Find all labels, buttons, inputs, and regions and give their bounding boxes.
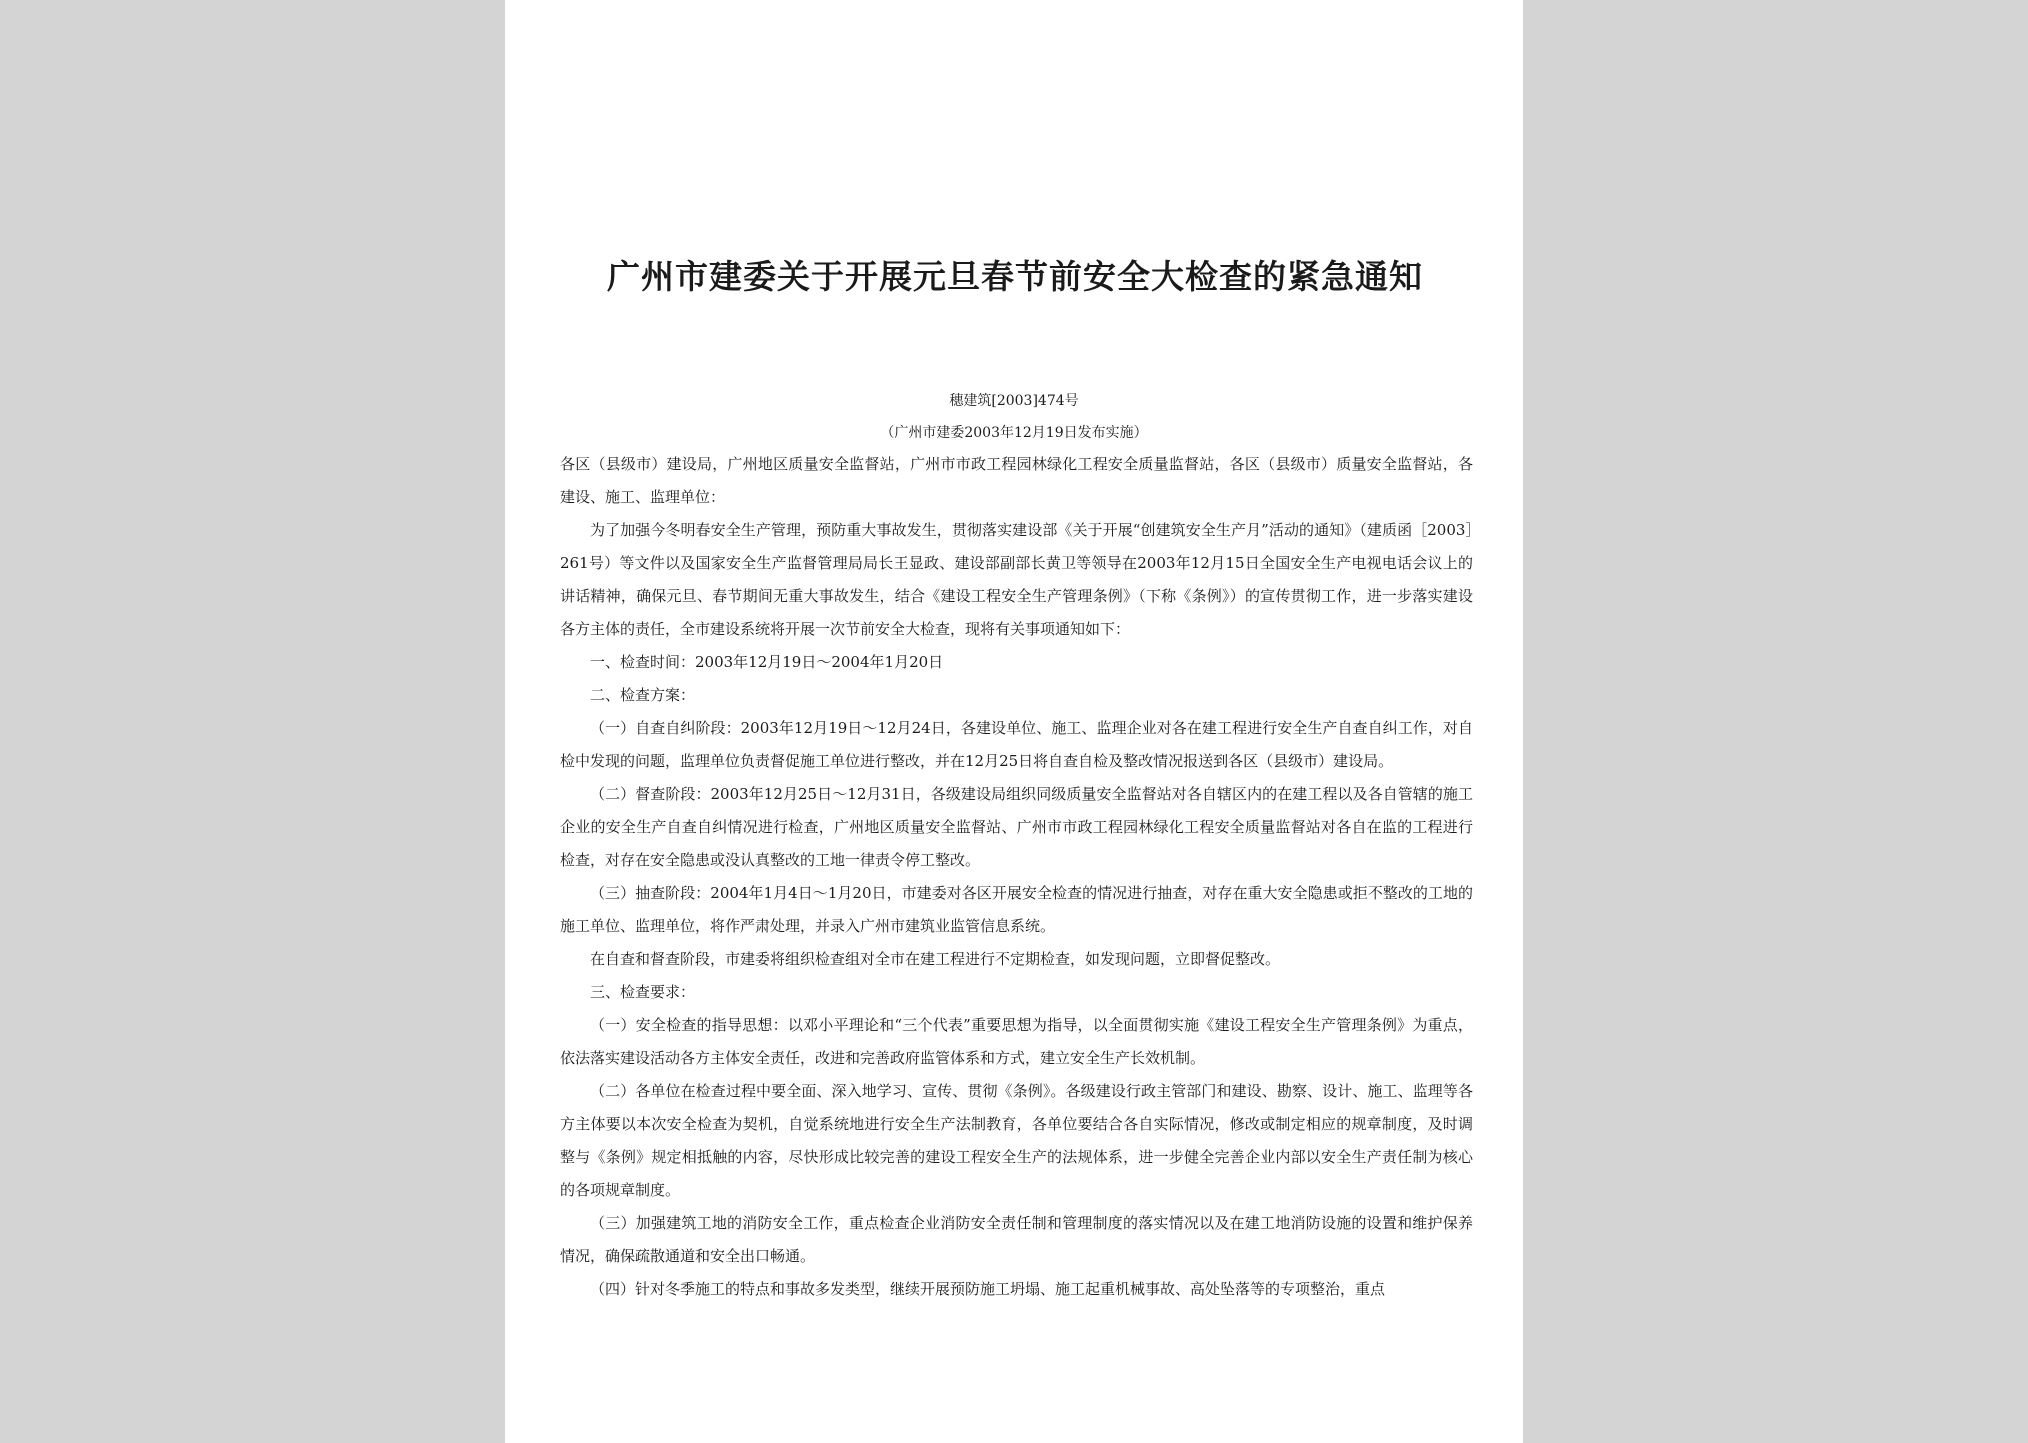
document-body <box>560 448 1473 1306</box>
body-paragraph: （四）针对冬季施工的特点和事故多发类型，继续开展预防施工坍塌、施工起重机械事故、高处坠落等的专项整治，重点 <box>590 1280 1386 1298</box>
body-paragraph: （三）加强建筑工地的消防安全工作，重点检查企业消防安全责任制和管理制度的落实情况以及在建工地消防设施的设置和维护保养情况，确保疏散通道和安全出口畅通。 <box>560 1214 1473 1265</box>
document-title: 广州市建委关于开展元旦春节前安全大检查的紧急通知 <box>607 257 1423 296</box>
document-number: 穗建筑[2003]474号 <box>949 393 1079 409</box>
addressee-paragraph: 各区（县级市）建设局，广州地区质量安全监督站，广州市市政工程园林绿化工程安全质量监督站，各区（县级市）质量安全监督站，各建设、施工、监理单位： <box>560 455 1473 506</box>
body-paragraph: （二）各单位在检查过程中要全面、深入地学习、宣传、贯彻《条例》。各级建设行政主管部门和建设、勘察、设计、施工、监理等各方主体要以本次安全检查为契机，自觉系统地进行安全生产法制教育，各单位要结合各自实际情况，修改或制定相应的规章制度，及时调整与《条例》规定相抵触的内容，尽快形成比较完善的建设工程安全生产的法规体系，进一步健全完善企业内部以安全生产责任制为核心的各项规章制度。 <box>560 1082 1473 1199</box>
body-paragraph: 一、检查时间：2003年12月19日～2004年1月20日 <box>590 653 944 671</box>
issue-note: （广州市建委2003年12月19日发布实施） <box>880 425 1148 441</box>
section-heading: 三、检查要求： <box>590 983 696 1001</box>
body-paragraph: 为了加强今冬明春安全生产管理，预防重大事故发生，贯彻落实建设部《关于开展“创建筑安全生产月”活动的通知》（建质函［2003］261号）等文件以及国家安全生产监督管理局局长王显政、建设部副部长黄卫等领导在2003年12月15日全国安全生产电视电话会议上的讲话精神，确保元旦、春节期间无重大事故发生，结合《建设工程安全生产管理条例》（下称《条例》）的宣传贯彻工作，进一步落实建设各方主体的责任，全市建设系统将开展一次节前安全大检查，现将有关事项通知如下： <box>560 521 1473 638</box>
body-paragraph: （二）督查阶段：2003年12月25日～12月31日，各级建设局组织同级质量安全监督站对各自辖区内的在建工程以及各自管辖的施工企业的安全生产自查自纠情况进行检查，广州地区质量安全监督站、广州市市政工程园林绿化工程安全质量监督站对各自在监的工程进行检查，对存在安全隐患或没认真整改的工地一律责令停工整改。 <box>560 785 1473 869</box>
body-paragraph: （一）自查自纠阶段：2003年12月19日～12月24日，各建设单位、施工、监理企业对各在建工程进行安全生产自查自纠工作，对自检中发现的问题，监理单位负责督促施工单位进行整改，并在12月25日将自查自检及整改情况报送到各区（县级市）建设局。 <box>560 719 1473 770</box>
body-paragraph: （三）抽查阶段：2004年1月4日～1月20日，市建委对各区开展安全检查的情况进行抽查，对存在重大安全隐患或拒不整改的工地的施工单位、监理单位，将作严肃处理，并录入广州市建筑业监管信息系统。 <box>560 884 1473 935</box>
body-paragraph: （一）安全检查的指导思想：以邓小平理论和“三个代表”重要思想为指导，以全面贯彻实施《建设工程安全生产管理条例》为重点，依法落实建设活动各方主体安全责任，改进和完善政府监管体系和方式，建立安全生产长效机制。 <box>560 1016 1473 1067</box>
document-page <box>505 0 1523 1443</box>
body-paragraph: 在自查和督查阶段，市建委将组织检查组对全市在建工程进行不定期检查，如发现问题，立即督促整改。 <box>590 950 1281 968</box>
section-heading: 二、检查方案： <box>590 686 696 704</box>
